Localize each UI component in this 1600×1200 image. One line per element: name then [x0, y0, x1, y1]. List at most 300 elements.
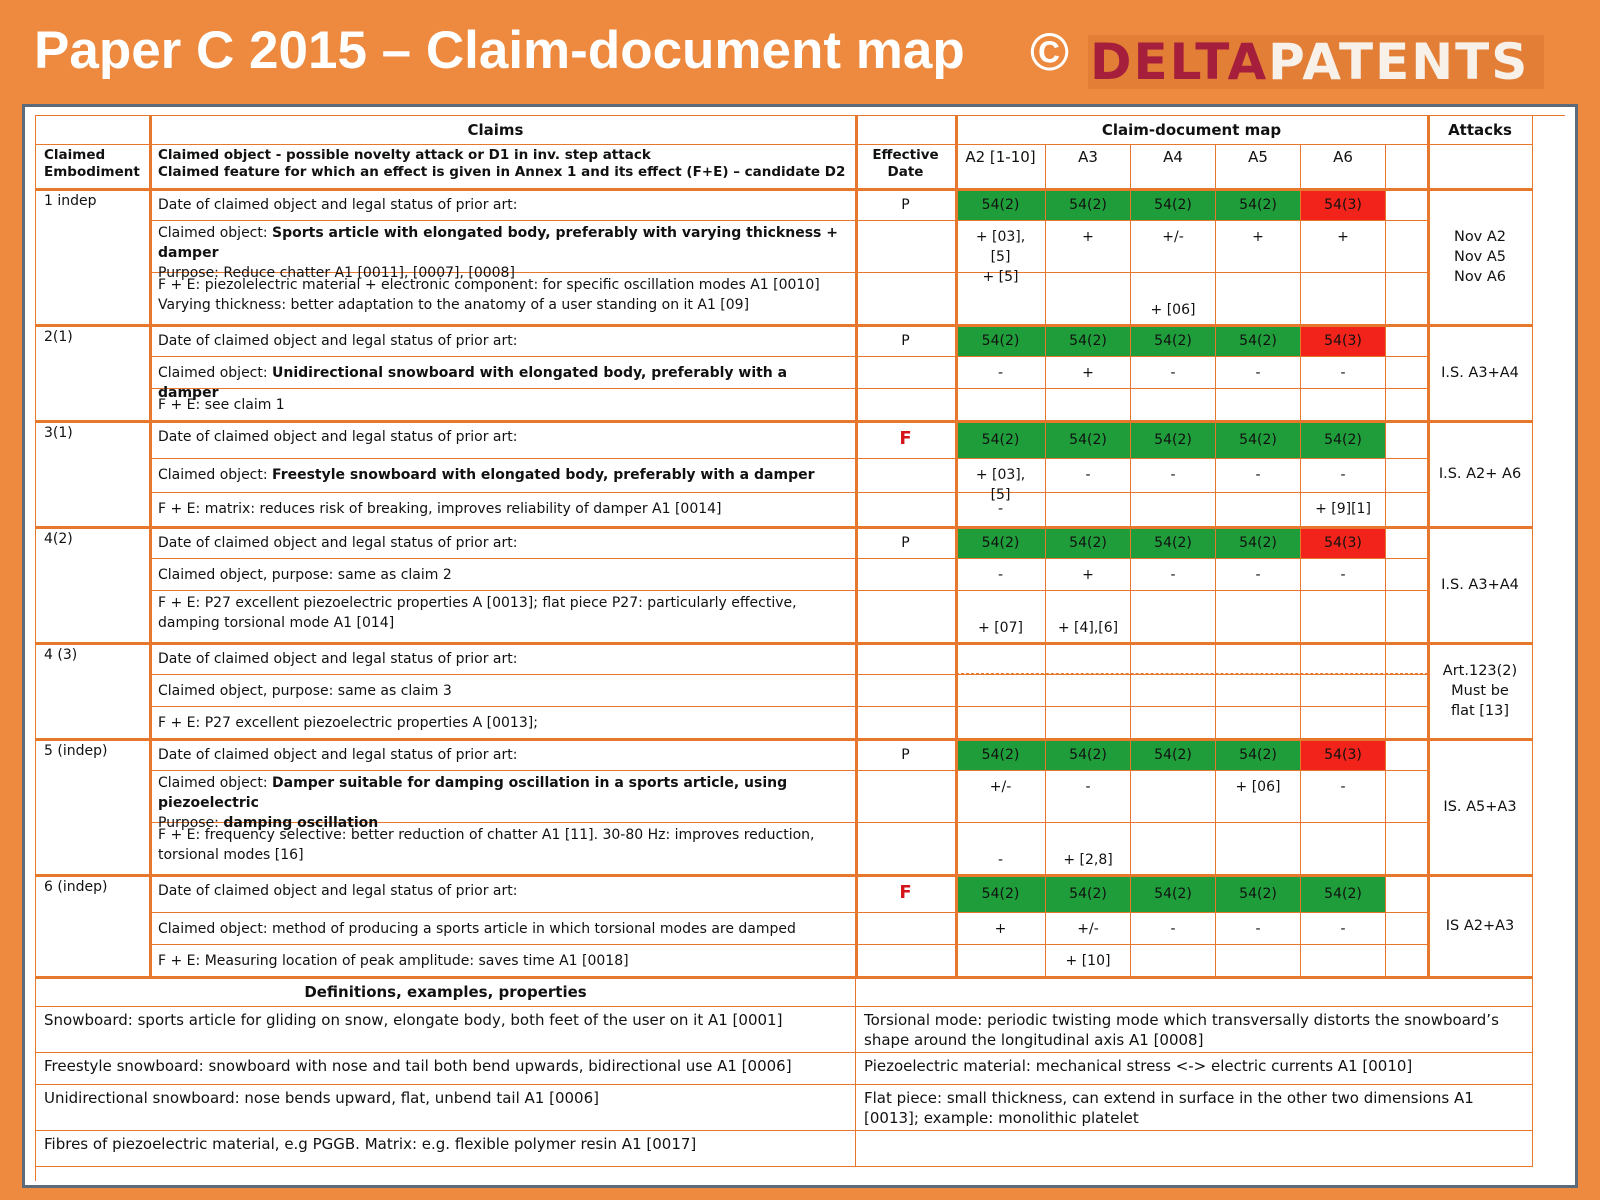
- doc-cell: [1131, 273, 1216, 325]
- doc-cell-value: +: [994, 921, 1007, 937]
- attack-line: flat [13]: [1450, 702, 1510, 719]
- doc-cell: [1046, 357, 1131, 389]
- attack-line: Nov A6: [1453, 268, 1507, 285]
- effective-date: [856, 675, 956, 707]
- col-object-line2: Claimed feature for which an effect is given in Annex 1 and its effect (F+E) – candidate D2: [158, 164, 846, 180]
- claim-row-text: [150, 945, 856, 977]
- doc-cell-value: -: [1340, 567, 1346, 583]
- effective-date: [856, 273, 956, 325]
- claim-attacks: [1428, 189, 1533, 325]
- doc-cell: [956, 459, 1046, 503]
- doc-cell: [1216, 459, 1301, 493]
- doc-cell-value: 54(2): [1239, 746, 1277, 763]
- doc-cell: [1046, 945, 1131, 977]
- definition-right: [856, 1053, 1533, 1085]
- claim-embodiment: [36, 875, 150, 977]
- claim-row-text: [150, 707, 856, 739]
- claim-row-text: [150, 189, 856, 221]
- claim-row-text: [150, 559, 856, 591]
- row-text-line2-bold: damping oscillation: [223, 815, 379, 831]
- claim-row-text: [150, 421, 856, 459]
- page-title: Paper C 2015 – Claim-document map: [34, 21, 965, 80]
- doc-cell: [956, 421, 1046, 459]
- doc-cell: [1046, 675, 1131, 707]
- doc-cell-value: 54(2): [1154, 534, 1192, 551]
- doc-cell-value: + [03], [5]: [975, 467, 1026, 503]
- doc-cell-value: + [07]: [978, 620, 1023, 636]
- doc-cell-value: -: [1340, 365, 1346, 381]
- embodiment-label: 5 (indep): [44, 743, 108, 759]
- doc-cell: [1216, 189, 1301, 221]
- doc-cell-value: 54(2): [1069, 332, 1107, 349]
- claim-row-text: [150, 675, 856, 707]
- effective-date: [856, 591, 956, 643]
- attack-line: Must be: [1451, 682, 1509, 699]
- effective-date-value: F: [899, 882, 912, 903]
- doc-cell-spacer: [1386, 357, 1428, 389]
- doc-cell-spacer: [1386, 675, 1428, 707]
- row-text-bold: Unidirectional snowboard with elongated body, preferably with a damper: [158, 365, 788, 401]
- doc-cell-value: 54(2): [1324, 885, 1362, 902]
- effective-date: [856, 739, 956, 771]
- doc-cell: [1046, 325, 1131, 357]
- doc-cell-spacer: [1386, 823, 1428, 875]
- header-claims: [36, 116, 956, 145]
- claim-embodiment: [36, 421, 150, 527]
- doc-cell: [956, 707, 1046, 739]
- doc-cell-value: -: [997, 567, 1004, 583]
- doc-cell-value: +/-: [989, 779, 1012, 795]
- claim-row-text: [150, 357, 856, 401]
- effective-date: [856, 643, 956, 675]
- doc-cell: [1131, 707, 1216, 739]
- row-text-line2: torsional modes [16]: [158, 847, 304, 863]
- doc-cell: [1301, 527, 1386, 559]
- doc-cell-value: +: [1082, 365, 1094, 381]
- header-claim-document-map: [956, 116, 1428, 145]
- doc-cell-value: -: [1255, 921, 1261, 937]
- effective-date: [856, 559, 956, 591]
- effective-date: [856, 459, 956, 493]
- doc-cell-value: 54(2): [1069, 431, 1107, 448]
- effective-date: [856, 771, 956, 823]
- doc-cell: [956, 591, 1046, 643]
- col-header-attacks-spacer: [1428, 145, 1533, 189]
- column-divider: [1427, 116, 1430, 977]
- effective-date: [856, 945, 956, 977]
- doc-cell: [956, 357, 1046, 389]
- doc-cell: [1301, 389, 1386, 421]
- row-text: Date of claimed object and legal status of prior art:: [158, 535, 518, 551]
- column-divider: [855, 116, 858, 977]
- doc-cell: [1046, 823, 1131, 875]
- row-text: Date of claimed object and legal status of prior art:: [158, 651, 518, 667]
- doc-cell: [956, 739, 1046, 771]
- doc-cell-spacer: [1386, 221, 1428, 273]
- doc-cell: [1046, 913, 1131, 945]
- doc-cell: [1216, 559, 1301, 591]
- doc-cell: [1301, 357, 1386, 389]
- doc-cell: [1301, 823, 1386, 875]
- effective-date-value: P: [901, 333, 910, 349]
- doc-label: A3: [1078, 148, 1098, 166]
- doc-cell: [1131, 421, 1216, 459]
- doc-cell-value: 54(2): [981, 431, 1020, 448]
- group-divider: [36, 526, 1533, 529]
- doc-cell-value: -: [1255, 567, 1261, 583]
- effective-date: [856, 325, 956, 357]
- doc-cell-value: + [10]: [1065, 953, 1111, 969]
- claim-embodiment: [36, 189, 150, 325]
- doc-cell: [956, 493, 1046, 527]
- claim-row-text: [150, 643, 856, 675]
- doc-cell-value: -: [1340, 921, 1346, 937]
- column-divider: [149, 116, 152, 977]
- doc-cell: [1301, 675, 1386, 707]
- doc-cell-value: 54(3): [1324, 196, 1362, 213]
- claim-attacks: [1428, 421, 1533, 527]
- doc-cell-spacer: [1386, 771, 1428, 823]
- doc-cell: [1131, 189, 1216, 221]
- group-divider: [36, 874, 1533, 877]
- row-text-line2: Varying thickness: better adaptation to the anatomy of a user standing on it A1 [09]: [158, 297, 750, 313]
- group-divider: [36, 976, 1533, 979]
- definition-right: [856, 1131, 1533, 1167]
- claim-attacks: [1428, 739, 1533, 875]
- doc-cell: [956, 875, 1046, 913]
- col-header-claimed-object: [150, 145, 856, 189]
- embodiment-label: 4(2): [44, 531, 73, 547]
- doc-cell: [1046, 559, 1131, 591]
- doc-cell: [1131, 221, 1216, 273]
- doc-cell-value: + [06]: [1235, 779, 1281, 795]
- claim-embodiment: [36, 325, 150, 421]
- row-text: F + E: P27 excellent piezoelectric properties A [0013]; flat piece P27: particularly effective,: [158, 595, 797, 611]
- attack-line: I.S. A3+A4: [1441, 364, 1519, 381]
- doc-cell: [956, 389, 1046, 421]
- doc-cell: [1131, 325, 1216, 357]
- doc-cell: [1216, 643, 1301, 675]
- doc-cell-value: 54(2): [1324, 431, 1362, 448]
- row-text-line2: Purpose:: [158, 815, 224, 831]
- effective-date-value: P: [901, 747, 910, 763]
- doc-cell: [1301, 591, 1386, 643]
- doc-cell: [1216, 913, 1301, 945]
- effective-date: [856, 493, 956, 527]
- doc-cell-value: 54(2): [1239, 332, 1277, 349]
- doc-label: A4: [1163, 148, 1183, 166]
- attack-line: IS A2+A3: [1445, 917, 1515, 934]
- doc-cell: [956, 527, 1046, 559]
- doc-cell-value: 54(2): [1154, 885, 1192, 902]
- logo-delta: DELTA: [1090, 33, 1269, 91]
- definitions-title-spacer: [856, 977, 1533, 1007]
- doc-cell-value: 54(2): [1069, 196, 1107, 213]
- embodiment-label: 4 (3): [44, 647, 78, 663]
- doc-cell-spacer: [1386, 325, 1428, 357]
- effective-date: [856, 221, 956, 273]
- doc-cell-value: 54(3): [1324, 332, 1362, 349]
- header-map-label: Claim-document map: [1101, 121, 1282, 139]
- doc-cell-value: -: [997, 852, 1004, 868]
- claim-attacks: [1428, 527, 1533, 643]
- group-divider: [36, 324, 1533, 327]
- embodiment-label: 3(1): [44, 425, 73, 441]
- col-header-doc: [1301, 145, 1386, 189]
- doc-cell: [1216, 675, 1301, 707]
- doc-cell: [1131, 357, 1216, 389]
- doc-cell: [1216, 739, 1301, 771]
- doc-cell-value: 54(2): [981, 885, 1020, 902]
- effective-date: [856, 357, 956, 389]
- definition-left: [36, 1007, 856, 1053]
- doc-cell: [956, 771, 1046, 823]
- doc-cell: [1046, 591, 1131, 643]
- effective-date: [856, 707, 956, 739]
- effective-date-value: F: [899, 428, 912, 449]
- doc-cell: [956, 913, 1046, 945]
- row-text: Claimed object:: [158, 775, 273, 791]
- doc-cell-value: -: [997, 501, 1004, 517]
- effective-date: [856, 823, 956, 875]
- doc-cell: [1046, 221, 1131, 273]
- doc-cell-value: -: [1255, 365, 1261, 381]
- doc-cell: [956, 675, 1046, 707]
- claim-attacks: [1428, 325, 1533, 421]
- row-text: Claimed object:: [158, 225, 273, 241]
- definition-text: Unidirectional snowboard: nose bends upward, flat, unbend tail A1 [0006]: [44, 1089, 599, 1107]
- row-text: F + E: P27 excellent piezoelectric properties A [0013];: [158, 715, 538, 731]
- effective-date-value: P: [901, 197, 910, 213]
- definition-text: Flat piece: small thickness, can extend in surface in the other two dimensions A1 [0013]; example: monolithic platelet: [864, 1089, 1474, 1127]
- claim-row-text: [150, 875, 856, 913]
- doc-cell: [1131, 913, 1216, 945]
- doc-cell: [1301, 771, 1386, 823]
- definitions-title-label: Definitions, examples, properties: [304, 983, 587, 1001]
- claim-attacks: [1428, 875, 1533, 977]
- claim-document-table: [35, 115, 1565, 1181]
- embodiment-label: 6 (indep): [44, 879, 108, 895]
- doc-cell: [1131, 527, 1216, 559]
- doc-cell: [956, 945, 1046, 977]
- doc-cell: [1301, 189, 1386, 221]
- col-header-spacer: [1386, 145, 1428, 189]
- claim-row-text: [150, 325, 856, 357]
- doc-label: A2 [1-10]: [965, 148, 1036, 166]
- doc-cell-spacer: [1386, 559, 1428, 591]
- doc-cell-spacer: [1386, 389, 1428, 421]
- header-claims-label: Claims: [467, 121, 524, 139]
- claim-row-text: [150, 389, 856, 421]
- row-text-bold: Sports article with elongated body, preferably with varying thickness + damper: [158, 225, 838, 261]
- doc-cell-value: 54(2): [1239, 431, 1277, 448]
- doc-cell: [956, 643, 1046, 675]
- deltapatents-logo: [1088, 35, 1544, 89]
- doc-cell-value: 54(2): [981, 746, 1020, 763]
- definition-left: [36, 1131, 856, 1167]
- doc-cell: [1216, 325, 1301, 357]
- doc-cell: [1301, 643, 1386, 675]
- doc-cell: [1301, 325, 1386, 357]
- effective-date-value: P: [901, 535, 910, 551]
- doc-cell-spacer: [1386, 643, 1428, 675]
- doc-cell: [1301, 739, 1386, 771]
- doc-cell: [956, 189, 1046, 221]
- claim-row-text: [150, 771, 856, 831]
- doc-cell: [1216, 273, 1301, 325]
- doc-cell: [1301, 945, 1386, 977]
- doc-cell-value: -: [1170, 567, 1176, 583]
- definition-right: [856, 1085, 1533, 1131]
- doc-cell-value: -: [1085, 779, 1091, 795]
- col-header-doc: [1131, 145, 1216, 189]
- col-header-embodiment: [36, 145, 150, 189]
- doc-cell-value: 54(2): [1154, 746, 1192, 763]
- row-text-line2: damping torsional mode A1 [014]: [158, 615, 395, 631]
- doc-cell-value: -: [1170, 921, 1176, 937]
- doc-cell-value: -: [1340, 779, 1346, 795]
- doc-label: A5: [1248, 148, 1268, 166]
- doc-cell: [1131, 739, 1216, 771]
- effective-date: [856, 421, 956, 459]
- doc-cell-value: -: [997, 365, 1004, 381]
- doc-cell-spacer: [1386, 707, 1428, 739]
- row-text-bold: Damper suitable for damping oscillation in a sports article, using piezoelectric: [158, 775, 788, 811]
- doc-cell: [1046, 493, 1131, 527]
- claim-embodiment: [36, 527, 150, 643]
- doc-cell: [956, 823, 1046, 875]
- group-divider: [36, 420, 1533, 423]
- group-divider: [36, 188, 1533, 191]
- doc-cell: [1131, 459, 1216, 493]
- row-text: Date of claimed object and legal status of prior art:: [158, 747, 518, 763]
- claim-row-text: [150, 591, 856, 643]
- doc-cell-value: -: [1340, 467, 1346, 483]
- doc-cell-value: +/-: [1162, 229, 1184, 245]
- doc-cell-value: + [2,8]: [1063, 852, 1113, 868]
- doc-cell-value: -: [1255, 467, 1261, 483]
- row-text: Claimed object:: [158, 365, 273, 381]
- doc-cell: [1131, 771, 1216, 823]
- doc-cell-value: -: [1170, 365, 1176, 381]
- doc-cell: [1216, 707, 1301, 739]
- doc-cell-value: 54(2): [1154, 431, 1192, 448]
- doc-cell-value: 54(2): [1069, 885, 1107, 902]
- doc-cell-value: 54(3): [1324, 746, 1362, 763]
- doc-cell: [1301, 459, 1386, 493]
- attack-line: I.S. A2+ A6: [1438, 465, 1522, 482]
- logo-patents: PATENTS: [1268, 33, 1530, 91]
- doc-cell-spacer: [1386, 421, 1428, 459]
- doc-cell-value: 54(3): [1324, 534, 1362, 551]
- doc-cell: [1046, 189, 1131, 221]
- effective-date: [856, 527, 956, 559]
- doc-cell: [956, 221, 1046, 285]
- definition-text: Torsional mode: periodic twisting mode which transversally distorts the snowboard’s shape around the longitudinal axis A1 [0008]: [864, 1011, 1499, 1049]
- claim-row-text: [150, 493, 856, 527]
- doc-cell-value: -: [1085, 467, 1091, 483]
- doc-cell: [1216, 221, 1301, 273]
- row-text: F + E: see claim 1: [158, 397, 285, 413]
- doc-cell: [1216, 875, 1301, 913]
- claim-row-text: [150, 913, 856, 945]
- row-text-line2: Purpose: Reduce chatter A1 [0011], [0007], [0008]: [158, 265, 515, 281]
- row-text: Date of claimed object and legal status of prior art:: [158, 333, 518, 349]
- header-attacks-label: Attacks: [1448, 121, 1512, 139]
- attack-line: I.S. A3+A4: [1441, 576, 1519, 593]
- definition-text: Freestyle snowboard: snowboard with nose and tail both bend upwards, bidirectional use A1 [0006]: [44, 1057, 792, 1075]
- doc-cell: [1131, 493, 1216, 527]
- claim-map-panel: [22, 104, 1578, 1188]
- doc-cell: [1216, 493, 1301, 527]
- claim-attacks: [1428, 643, 1533, 739]
- col-header-doc: [956, 145, 1046, 189]
- doc-cell: [1301, 221, 1386, 273]
- definition-text: Snowboard: sports article for gliding on snow, elongate body, both feet of the user on it A1 [0001]: [44, 1011, 783, 1029]
- doc-cell: [1131, 675, 1216, 707]
- col-object-line1: Claimed object - possible novelty attack or D1 in inv. step attack: [158, 147, 651, 163]
- doc-cell: [1301, 421, 1386, 459]
- doc-cell: [1131, 823, 1216, 875]
- doc-cell: [1216, 527, 1301, 559]
- doc-cell-value: + [4],[6]: [1057, 620, 1119, 636]
- row-text: F + E: piezolelectric material + electronic component: for specific oscillation modes A1 [0010]: [158, 277, 820, 293]
- effective-date: [856, 189, 956, 221]
- doc-cell: [1046, 459, 1131, 493]
- doc-cell: [1131, 945, 1216, 977]
- doc-cell: [956, 273, 1046, 325]
- attack-line: Art.123(2): [1442, 662, 1518, 679]
- doc-cell: [1301, 913, 1386, 945]
- doc-cell-value: +/-: [1077, 921, 1099, 937]
- claim-embodiment: [36, 739, 150, 875]
- doc-cell-value: -: [1170, 467, 1176, 483]
- claim-row-text: [150, 459, 856, 493]
- doc-cell: [1301, 493, 1386, 527]
- col-header-effective-date: [856, 145, 956, 189]
- copyright-symbol: ©: [1030, 23, 1070, 82]
- doc-cell-spacer: [1386, 739, 1428, 771]
- doc-cell: [1301, 273, 1386, 325]
- row-text: Claimed object:: [158, 467, 273, 483]
- doc-cell: [1046, 527, 1131, 559]
- row-text: F + E: matrix: reduces risk of breaking, improves reliability of damper A1 [0014]: [158, 501, 722, 517]
- doc-cell: [1131, 389, 1216, 421]
- definition-left: [36, 1085, 856, 1131]
- attack-line: Nov A5: [1453, 248, 1507, 265]
- doc-cell-spacer: [1386, 591, 1428, 643]
- row-text: Date of claimed object and legal status of prior art:: [158, 429, 518, 445]
- doc-cell-spacer: [1386, 459, 1428, 493]
- row-text-bold: Freestyle snowboard with elongated body, preferably with a damper: [272, 467, 815, 483]
- doc-cell-value: 54(2): [1239, 534, 1277, 551]
- doc-cell-value: 54(2): [981, 196, 1020, 213]
- doc-cell: [1301, 875, 1386, 913]
- dashed-divider: [956, 673, 1428, 674]
- doc-cell-value: 54(2): [1069, 534, 1107, 551]
- row-text: F + E: Measuring location of peak amplitude: saves time A1 [0018]: [158, 953, 629, 969]
- doc-cell: [1216, 945, 1301, 977]
- doc-cell-value: 54(2): [1154, 332, 1192, 349]
- doc-cell-spacer: [1386, 913, 1428, 945]
- doc-cell: [1216, 823, 1301, 875]
- doc-cell: [1046, 739, 1131, 771]
- doc-cell: [1301, 559, 1386, 591]
- doc-cell-spacer: [1386, 945, 1428, 977]
- doc-cell: [956, 325, 1046, 357]
- doc-cell-spacer: [1386, 493, 1428, 527]
- doc-cell: [1216, 421, 1301, 459]
